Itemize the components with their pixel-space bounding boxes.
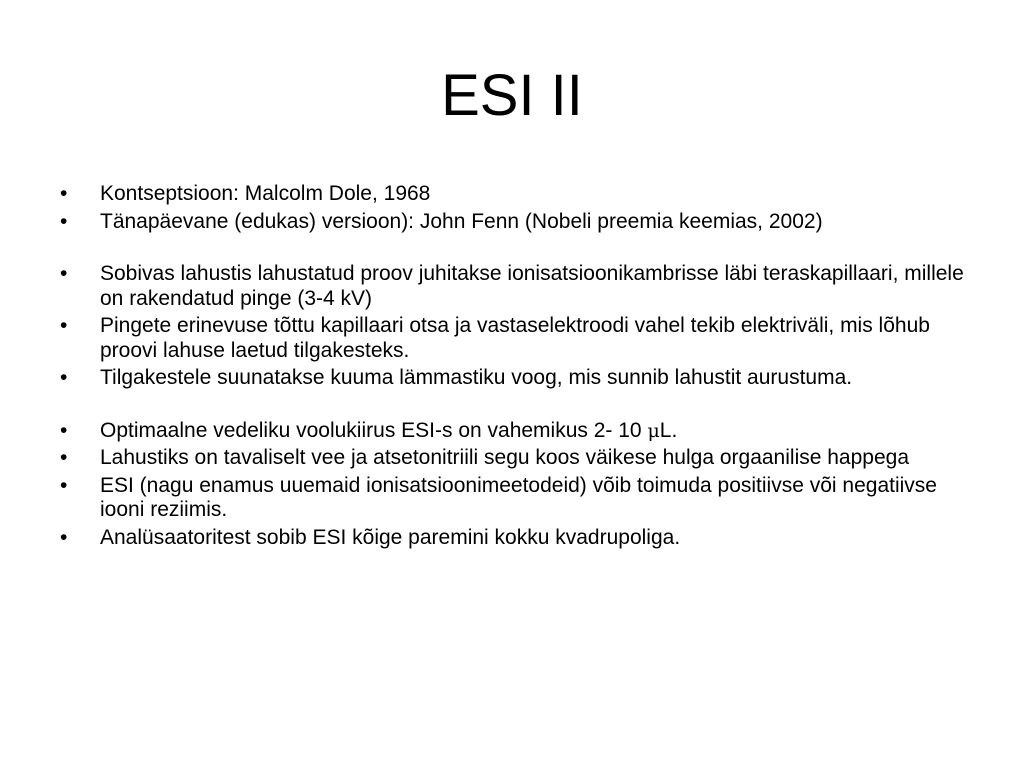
bullet-text: Tilgakestele suunatakse kuuma lämmastiku voog, mis sunnib lahustit aurustuma. <box>100 366 853 389</box>
bullet-item <box>60 366 980 391</box>
bullet-marker: • <box>60 209 68 233</box>
bullet-item <box>60 182 980 207</box>
bullet-marker: • <box>60 262 68 285</box>
bullet-text: ESI (nagu enamus uuemaid ionisatsioonimeetodeid) võib toimuda positiivse või negatiivse iooni reziimis. <box>100 473 937 521</box>
bullet-item <box>60 419 980 444</box>
bullet-marker: • <box>60 366 68 389</box>
bullet-item <box>60 210 980 235</box>
slide-title: ESI II <box>441 63 583 128</box>
micro-symbol: μ <box>647 419 660 442</box>
bullet-marker: • <box>60 525 68 549</box>
bullet-text-part: L. <box>659 418 678 442</box>
bullet-item <box>60 314 980 363</box>
bullet-text: Lahustiks on tavaliselt vee ja atsetonitriili segu koos väikese hulga orgaanilise happega <box>100 446 910 469</box>
bullet-item <box>60 262 980 311</box>
bullet-text: Analüsaatoritest sobib ESI kõige paremini kokku kvadrupoliga. <box>100 525 681 549</box>
bullet-text: Pingete erinevuse tõttu kapillaari otsa ja vastaselektroodi vahel tekib elektriväli, mis lõhub proovi lahuse laetud tilgakesteks. <box>100 314 930 362</box>
bullet-text <box>100 419 677 442</box>
bullet-text-part: Optimaalne vedeliku voolukiirus ESI-s on vahemikus 2- 10 <box>100 418 648 442</box>
bullet-marker: • <box>60 446 68 469</box>
bullet-text: Sobivas lahustis lahustatud proov juhitakse ionisatsioonikambrisse läbi teraskapillaari, millele on rakendatud pinge (3-4 kV) <box>100 262 964 310</box>
bullet-marker: • <box>60 182 68 205</box>
bullet-list <box>60 182 980 553</box>
bullet-marker: • <box>60 473 68 497</box>
bullet-text: Tänapäevane (edukas) versioon): John Fenn (Nobeli preemia keemias, 2002) <box>100 209 823 233</box>
bullet-item <box>60 474 980 523</box>
bullet-item <box>60 526 980 551</box>
bullet-marker: • <box>60 314 68 337</box>
bullet-marker: • <box>60 418 68 442</box>
bullet-text: Kontseptsioon: Malcolm Dole, 1968 <box>100 182 431 205</box>
bullet-item <box>60 446 980 471</box>
